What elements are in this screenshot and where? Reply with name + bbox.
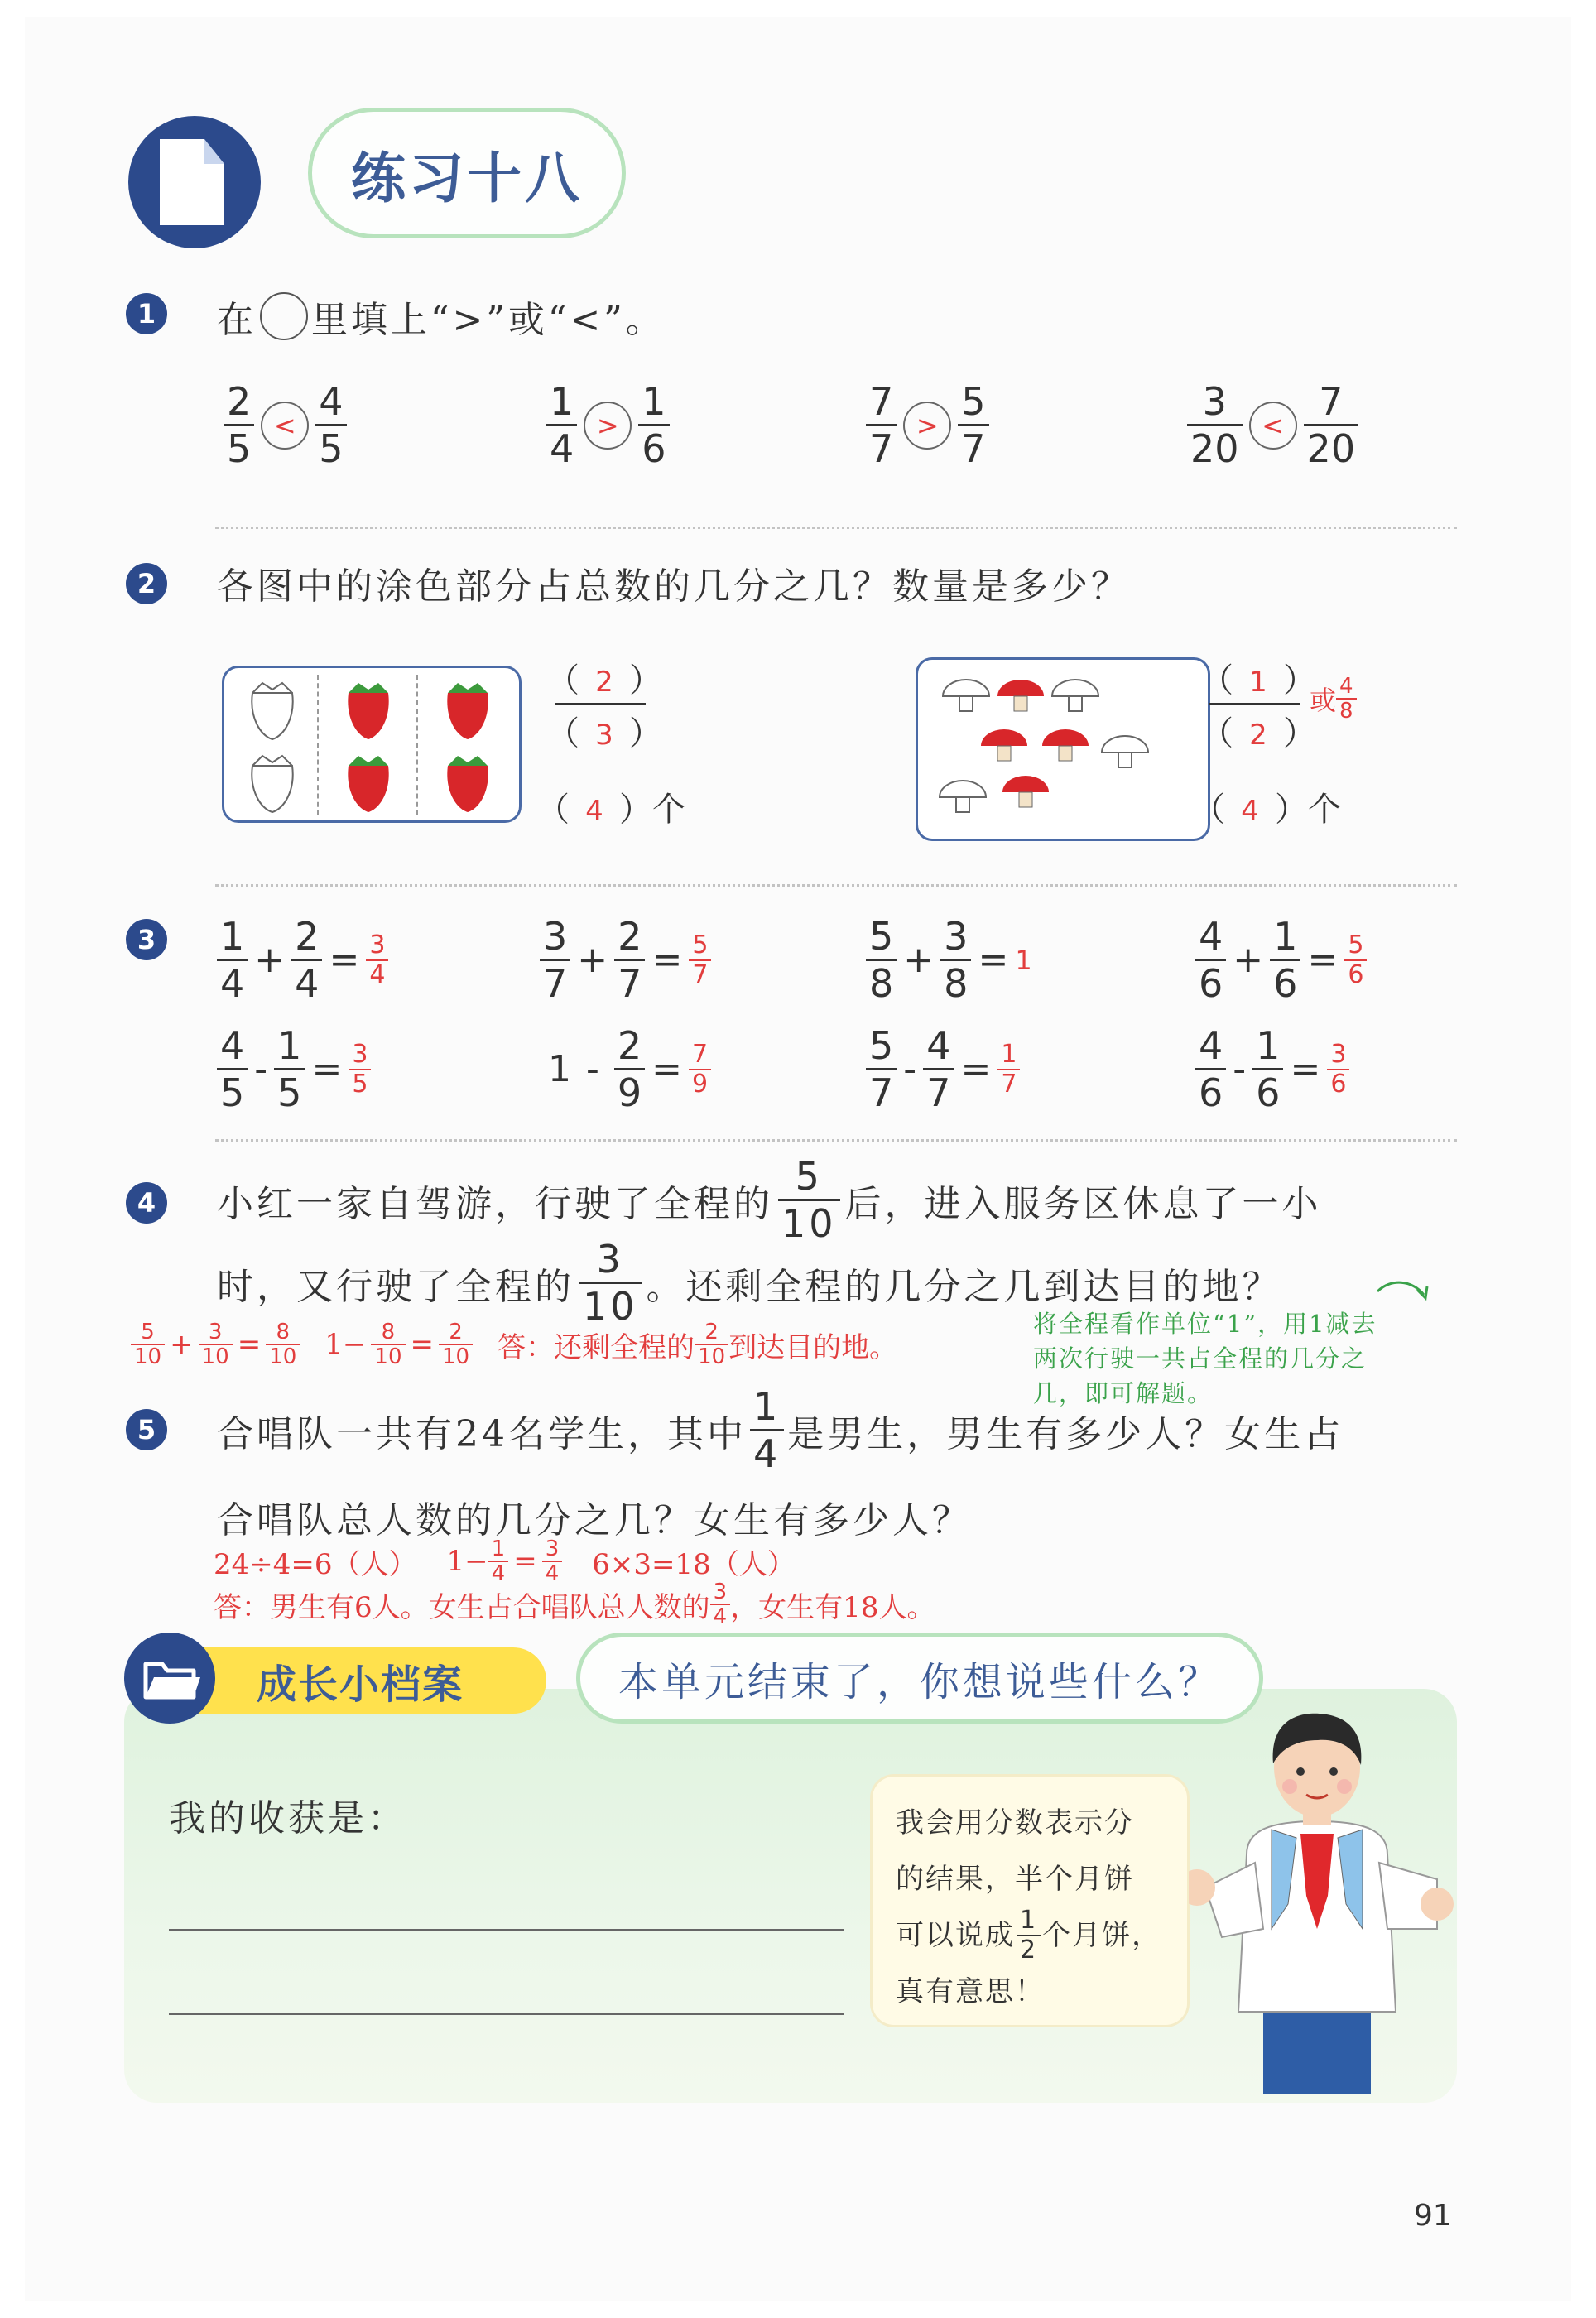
- compare-answer-circle[interactable]: <: [261, 402, 309, 450]
- q3-equation-8: $\frac{4}{6}$ - $\frac{1}{6}$ = $\frac{3}{6}$: [1195, 1027, 1349, 1112]
- section-title: 成长小档案: [257, 1661, 464, 1708]
- answer-value: 2: [595, 666, 613, 699]
- q5-worked-steps: 24÷4=6（人） 1− $\frac{1}{4}$ = $\frac{3}{4}$ 6×3=18（人）: [214, 1537, 796, 1586]
- document-icon: [128, 116, 261, 248]
- answer-value: 4: [1241, 795, 1259, 828]
- growth-archive-header: [166, 1647, 546, 1714]
- answer-fraction: $\frac{5}{6}$: [1344, 933, 1367, 988]
- q1-instruction: [217, 290, 666, 343]
- student-illustration: [1189, 1689, 1454, 2094]
- compare-answer-circle[interactable]: >: [903, 402, 951, 450]
- question-number-5: 5: [126, 1409, 167, 1450]
- exercise-title-pill: [308, 108, 626, 238]
- folder-icon: [124, 1633, 215, 1724]
- q4-hint-note: 将全程看作单位“1”，用1减去 两次行驶一共占全程的几分之 几，即可解题。: [1033, 1310, 1377, 1407]
- strawberry-picture: [222, 666, 522, 823]
- q5-answer: 答：男生有6人。女生占合唱队总人数的 $\frac{3}{4}$ ，女生有18人。: [214, 1580, 935, 1629]
- answer-fraction: $\frac{3}{4}$: [366, 933, 388, 988]
- q2-instruction: 各图中的涂色部分占总数的几分之几？数量是多少？: [217, 565, 1131, 608]
- q4-worked-answer: $\frac{5}{10}$ + $\frac{3}{10}$ = $\frac{8}{10}$ 1− $\frac{8}{10}$ = $\frac{2}{10}$ 答：还剩全程的 $\frac{2}{10}$ 到达目的地。: [131, 1321, 897, 1368]
- q1-text-before: 在: [217, 299, 257, 341]
- or-label: 或: [1310, 685, 1337, 716]
- answer-value: 3: [595, 719, 613, 752]
- question-number-4: 4: [126, 1182, 167, 1224]
- compare-answer-circle[interactable]: <: [1249, 402, 1297, 450]
- question-number-2: 2: [126, 563, 167, 604]
- q4-line-1: 小红一家自驾游，行驶了全程的 $\frac{5}{10}$ 后，进入服务区休息了一小: [217, 1154, 1322, 1246]
- divider: [215, 884, 1457, 887]
- fraction: $\frac{2}{5}$: [224, 382, 254, 468]
- answer-value: 2: [1249, 719, 1267, 752]
- q1-text-after: 里填上“>”或“<”。: [311, 299, 666, 341]
- answer-fraction: $\frac{3}{6}$: [1327, 1042, 1349, 1097]
- q4-line-2: 时，又行驶了全程的 $\frac{3}{10}$ 。还剩全程的几分之几到达目的地？: [217, 1237, 1282, 1329]
- fraction: $\frac{1}{6}$: [638, 382, 669, 468]
- answer-fraction: $\frac{1}{7}$: [997, 1042, 1020, 1097]
- fraction: $\frac{1}{4}$: [546, 382, 577, 468]
- q1-compare-4: [1187, 379, 1358, 471]
- fraction: $\frac{7}{20}$: [1304, 382, 1359, 468]
- answer-fraction: $\frac{7}{9}$: [689, 1042, 711, 1097]
- growth-prompt: 本单元结束了，你想说些什么？: [618, 1658, 1221, 1705]
- q1-compare-3: [866, 379, 989, 471]
- q3-equation-5: $\frac{4}{5}$ - $\frac{1}{5}$ = $\frac{3}{5}$: [217, 1027, 371, 1112]
- unit-label: 个: [652, 791, 685, 829]
- q2-left-count-answer: （ 4 ）个: [536, 791, 685, 829]
- q3-equation-4: $\frac{4}{6}$ + $\frac{1}{6}$ = $\frac{5}{6}$: [1195, 917, 1367, 1003]
- blank-circle-icon: [260, 292, 308, 340]
- divider: [215, 527, 1457, 529]
- page-title: 练习十八: [351, 145, 583, 210]
- speech-bubble: 我会用分数表示分 的结果，半个月饼 可以说成 $\frac{1}{2}$ 个月饼， 真有意思！: [873, 1777, 1187, 2025]
- harvest-label: 我的收获是：: [169, 1797, 407, 1839]
- q5-line-2: 合唱队总人数的几分之几？女生有多少人？: [217, 1499, 972, 1541]
- answer-value: 1: [1015, 944, 1032, 976]
- fraction: $\frac{7}{7}$: [866, 382, 897, 468]
- mushroom-picture: [916, 657, 1210, 841]
- answer-fraction: $\frac{5}{7}$: [689, 933, 711, 988]
- strawberry-icon: [224, 668, 519, 820]
- q3-equation-1: $\frac{1}{4}$ + $\frac{2}{4}$ = $\frac{3}{4}$: [217, 917, 388, 1003]
- writing-line[interactable]: [169, 2013, 844, 2015]
- q1-compare-1: [224, 379, 347, 471]
- fraction: $\frac{4}{5}$: [315, 382, 346, 468]
- q3-equation-2: $\frac{3}{7}$ + $\frac{2}{7}$ = $\frac{5}{7}$: [540, 917, 711, 1003]
- fraction: $\frac{3}{20}$: [1187, 382, 1243, 468]
- question-number-1: 1: [126, 293, 167, 334]
- compare-answer-circle[interactable]: >: [584, 402, 632, 450]
- unit-label: 个: [1308, 791, 1341, 829]
- page-number: 91: [1414, 2199, 1452, 2233]
- q5-line-1: 合唱队一共有24名学生，其中 $\frac{1}{4}$ 是男生，男生有多少人？女生占: [217, 1384, 1344, 1476]
- growth-prompt-pill: [576, 1633, 1263, 1724]
- q1-compare-2: [546, 379, 670, 471]
- mushroom-icon: [918, 660, 1208, 839]
- divider: [215, 1139, 1457, 1142]
- writing-line[interactable]: [169, 1929, 844, 1931]
- answer-value: 1: [1249, 666, 1267, 699]
- fraction: $\frac{4}{8}$: [1336, 676, 1357, 722]
- q2-left-fraction-answer: （ 2 ） （ 3 ）: [546, 661, 662, 753]
- q3-equation-3: $\frac{5}{8}$ + $\frac{3}{8}$ = 1: [866, 917, 1032, 1003]
- q3-equation-7: $\frac{5}{7}$ - $\frac{4}{7}$ = $\frac{1}{7}$: [866, 1027, 1020, 1112]
- q2-right-count-answer: （ 4 ）个: [1192, 791, 1341, 829]
- q3-equation-6: 1 - $\frac{2}{9}$ = $\frac{7}{9}$: [548, 1027, 711, 1112]
- question-number-3: 3: [126, 919, 167, 960]
- q2-right-fraction-answer: （ 1 ） （ 2 ）: [1200, 661, 1316, 753]
- answer-fraction: $\frac{3}{5}$: [349, 1042, 371, 1097]
- hint-arrow-icon: [1374, 1275, 1432, 1308]
- q2-right-alt-answer: [1310, 676, 1357, 722]
- answer-value: 4: [585, 795, 603, 828]
- fraction: $\frac{5}{7}$: [958, 382, 988, 468]
